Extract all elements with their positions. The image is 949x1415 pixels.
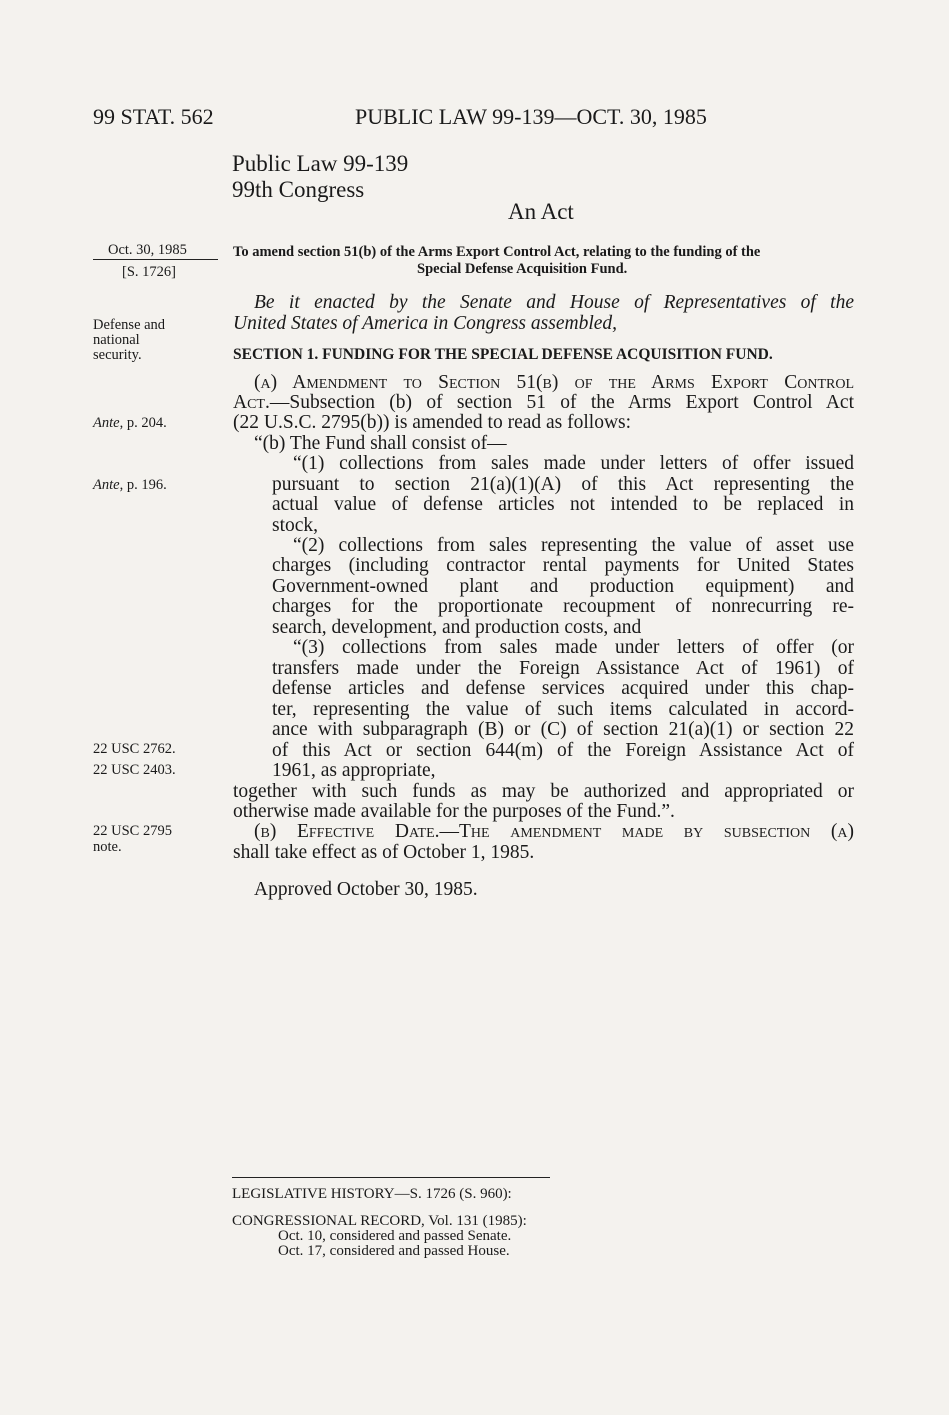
margin-usc-2795: 22 USC 2795 — [93, 823, 172, 839]
ante-page: , p. 204. — [119, 415, 167, 431]
subsection-a-line-2-text: —Subsection (b) of section 51 of the Arms Export Control Act — [269, 392, 854, 413]
para-2-line-5: search, development, and production costs, and — [272, 617, 642, 638]
running-title: PUBLIC LAW 99-139—OCT. 30, 1985 — [355, 104, 707, 129]
together-line-1: together with such funds as may be authorized and appropriated or — [233, 781, 854, 802]
para-2-line-4: charges for the proportionate recoupment of nonrecurring re- — [272, 596, 854, 617]
enacting-clause-line-2: United States of America in Congress assembled, — [233, 313, 618, 334]
legislative-history: LEGISLATIVE HISTORY—S. 1726 (S. 960): — [232, 1186, 512, 1202]
stat-page-number: 99 STAT. 562 — [93, 104, 214, 129]
together-line-2: otherwise made available for the purposes of the Fund.”. — [233, 801, 675, 822]
margin-rule — [93, 259, 218, 260]
enacting-clause-line-1: Be it enacted by the Senate and House of Representatives of the — [254, 292, 854, 313]
section-heading: SECTION 1. FUNDING FOR THE SPECIAL DEFENSE ACQUISITION FUND. — [233, 346, 773, 363]
margin-ante-204 — [93, 416, 167, 431]
para-3-line-7: 1961, as appropriate, — [272, 760, 436, 781]
margin-topic-line-2: national — [93, 332, 140, 348]
record-oct-10: Oct. 10, considered and passed Senate. — [278, 1228, 512, 1244]
congress-number: 99th Congress — [232, 177, 365, 202]
para-3-line-6: of this Act or section 644(m) of the Foreign Assistance Act of — [272, 740, 854, 761]
para-2-line-3: Government-owned plant and production equipment) and — [272, 576, 854, 597]
margin-date: Oct. 30, 1985 — [108, 242, 187, 258]
para-1-line-3: actual value of defense articles not intended to be replaced in — [272, 494, 854, 515]
para-3-line-2: transfers made under the Foreign Assistance Act of 1961) of — [272, 658, 854, 679]
margin-topic-line-1: Defense and — [93, 317, 166, 333]
para-1-line-2: pursuant to section 21(a)(1)(A) of this Act representing the — [272, 474, 854, 495]
margin-topic-line-3: security. — [93, 347, 142, 363]
para-3-line-4: ter, representing the value of such items calculated in accord- — [272, 699, 854, 720]
para-3-line-1: “(3) collections from sales made under letters of offer (or — [293, 637, 854, 658]
para-1-line-1: “(1) collections from sales made under letters of offer issued — [293, 453, 854, 474]
effective-date-line-2: shall take effect as of October 1, 1985. — [233, 842, 535, 863]
purpose-line-1: To amend section 51(b) of the Arms Export Control Act, relating to the funding of the — [233, 244, 761, 260]
margin-bill-number: [S. 1726] — [122, 264, 176, 280]
subsection-a-line-2 — [233, 393, 854, 414]
margin-usc-2762: 22 USC 2762. — [93, 741, 176, 757]
congressional-record: CONGRESSIONAL RECORD, Vol. 131 (1985): — [232, 1213, 527, 1229]
public-law-number: Public Law 99-139 — [232, 151, 409, 176]
effective-date-line-1: (b) Effective Date.—The amendment made by subsection (a) — [254, 821, 854, 842]
para-3-line-3: defense articles and defense services acquired under this chap- — [272, 678, 854, 699]
record-oct-17: Oct. 17, considered and passed House. — [278, 1243, 510, 1259]
ante-page: , p. 196. — [119, 477, 167, 493]
ante-italic: Ante — [93, 415, 120, 431]
purpose-line-2: Special Defense Acquisition Fund. — [417, 261, 628, 277]
margin-ante-196 — [93, 478, 167, 493]
footnote-rule — [232, 1177, 550, 1178]
fund-consist-line: “(b) The Fund shall consist of— — [254, 433, 507, 454]
act-title: An Act — [508, 199, 574, 224]
subsection-a-line-3: (22 U.S.C. 2795(b)) is amended to read as follows: — [233, 412, 632, 433]
subsection-a-line-1: (a) Amendment to Section 51(b) of the Arms Export Control — [254, 372, 854, 393]
margin-usc-2403: 22 USC 2403. — [93, 762, 176, 778]
para-1-line-4: stock, — [272, 515, 319, 536]
para-2-line-2: charges (including contractor rental payments for United States — [272, 555, 854, 576]
approved-date: Approved October 30, 1985. — [254, 879, 478, 900]
para-2-line-1: “(2) collections from sales representing the value of asset use — [293, 535, 854, 556]
act-caption: Act. — [233, 392, 270, 413]
para-3-line-5: ance with subparagraph (B) or (C) of section 21(a)(1) or section 22 — [272, 719, 854, 740]
ante-italic: Ante — [93, 477, 120, 493]
margin-usc-note: note. — [93, 839, 122, 855]
